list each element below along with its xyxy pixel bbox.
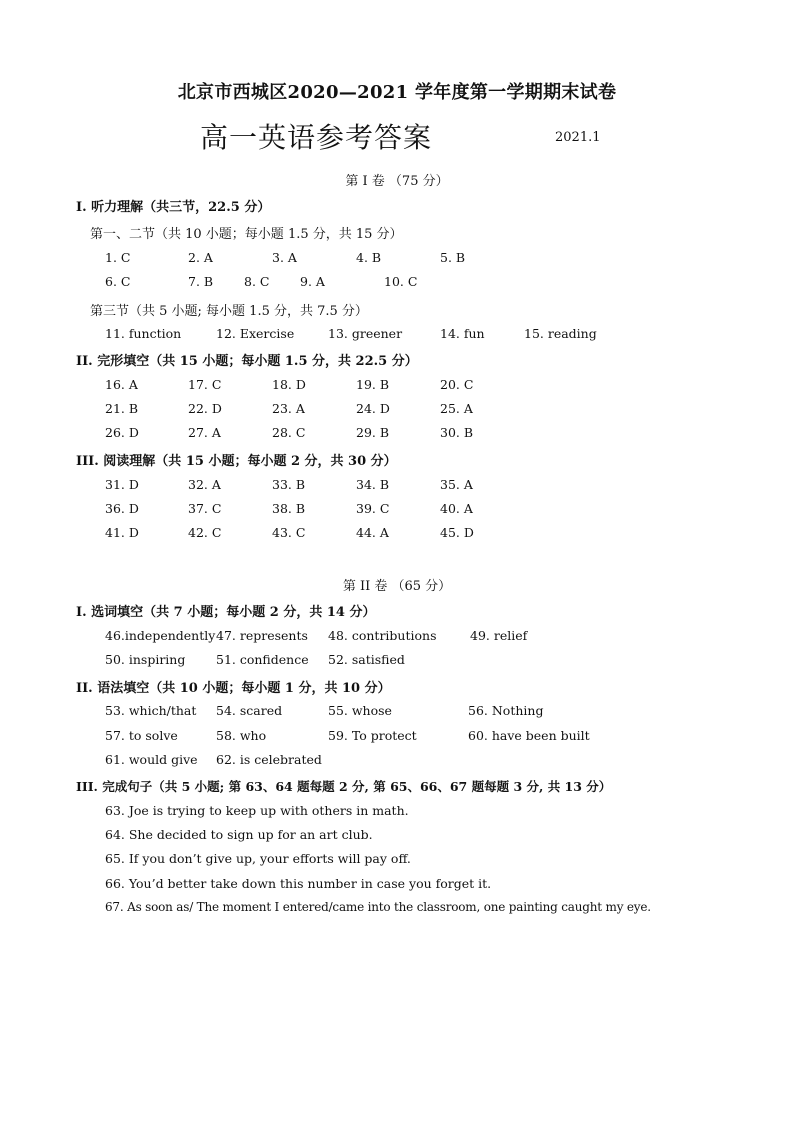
answer-item: 36. D xyxy=(105,501,139,516)
answer-item: 58. who xyxy=(216,728,267,743)
answer-item: 37. C xyxy=(188,501,222,516)
answer-item: 11. function xyxy=(105,326,182,341)
answer-item: 9. A xyxy=(300,274,325,289)
answer-row xyxy=(0,525,794,543)
answer-item: 24. D xyxy=(356,401,390,416)
listening-section-label: I. 听力理解（共三节，22.5 分） xyxy=(76,200,271,215)
answer-item: 54. scared xyxy=(216,703,283,718)
answer-item: 14. fun xyxy=(440,326,485,341)
answer-item: 61. would give xyxy=(105,752,198,767)
answer-item: 12. Exercise xyxy=(216,326,295,341)
answer-item: 44. A xyxy=(356,525,389,540)
answer-row xyxy=(0,728,794,746)
answer-item: 52. satisfied xyxy=(328,652,405,667)
answer-item: 46.independently xyxy=(105,628,216,643)
answer-item: 28. C xyxy=(272,425,306,440)
answer-item: 5. B xyxy=(440,250,466,265)
answer-item: 56. Nothing xyxy=(468,703,544,718)
answer-item: 50. inspiring xyxy=(105,652,186,667)
part-two-heading: 第 II 卷 （65 分） xyxy=(342,579,452,594)
listening-subsection-2-label: 第三节（共 5 小题; 每小题 1.5 分，共 7.5 分） xyxy=(90,304,368,319)
answer-item: 53. which/that xyxy=(105,703,197,718)
answer-item: 18. D xyxy=(272,377,306,392)
answer-row xyxy=(0,250,794,268)
answer-item: 42. C xyxy=(188,525,222,540)
answer-item: 20. C xyxy=(440,377,474,392)
answer-item: 19. B xyxy=(356,377,390,392)
sentence-completion-section-label: III. 完成句子（共 5 小题; 第 63、64 题每题 2 分, 第 65、66、67 题每题 3 分, 共 13 分） xyxy=(76,779,612,794)
answer-item: 35. A xyxy=(440,477,473,492)
sentence-answer: 66. You’d better take down this number in case you forget it. xyxy=(105,876,492,891)
answer-item: 3. A xyxy=(272,250,297,265)
answer-row xyxy=(0,477,794,495)
answer-row xyxy=(0,703,794,721)
answer-item: 43. C xyxy=(272,525,306,540)
answer-item: 13. greener xyxy=(328,326,403,341)
answer-item: 33. B xyxy=(272,477,306,492)
answer-item: 48. contributions xyxy=(328,628,437,643)
answer-item: 40. A xyxy=(440,501,473,516)
answer-item: 45. D xyxy=(440,525,474,540)
answer-row xyxy=(0,628,794,646)
answer-row xyxy=(0,377,794,395)
answer-item: 21. B xyxy=(105,401,139,416)
part-one-heading: 第 I 卷 （75 分） xyxy=(345,174,449,189)
answer-item: 60. have been built xyxy=(468,728,590,743)
answer-row xyxy=(0,326,794,344)
answer-item: 6. C xyxy=(105,274,131,289)
answer-row xyxy=(0,652,794,670)
answer-item: 7. B xyxy=(188,274,214,289)
answer-item: 62. is celebrated xyxy=(216,752,322,767)
answer-item: 10. C xyxy=(384,274,418,289)
answer-item: 27. A xyxy=(188,425,221,440)
reading-section-label: III. 阅读理解（共 15 小题；每小题 2 分，共 30 分） xyxy=(76,454,397,469)
answer-item: 47. represents xyxy=(216,628,308,643)
answer-item: 16. A xyxy=(105,377,138,392)
sentence-answer: 64. She decided to sign up for an art club. xyxy=(105,827,373,842)
sentence-answer: 63. Joe is trying to keep up with others in math. xyxy=(105,803,409,818)
answer-item: 55. whose xyxy=(328,703,392,718)
answer-item: 41. D xyxy=(105,525,139,540)
answer-item: 1. C xyxy=(105,250,131,265)
grammar-section-label: II. 语法填空（共 10 小题；每小题 1 分，共 10 分） xyxy=(76,681,391,696)
listening-subsection-1-label: 第一、二节（共 10 小题；每小题 1.5 分，共 15 分） xyxy=(90,227,403,242)
answer-item: 22. D xyxy=(188,401,222,416)
answer-item: 39. C xyxy=(356,501,390,516)
exam-title: 北京市西城区2020—2021 学年度第一学期期末试卷 xyxy=(177,82,617,103)
vocab-section-label: I. 选词填空（共 7 小题；每小题 2 分，共 14 分） xyxy=(76,605,376,620)
answer-item: 23. A xyxy=(272,401,305,416)
answer-item: 51. confidence xyxy=(216,652,309,667)
answer-item: 2. A xyxy=(188,250,213,265)
answer-item: 30. B xyxy=(440,425,474,440)
answer-item: 15. reading xyxy=(524,326,597,341)
answer-row xyxy=(0,274,794,292)
answer-item: 49. relief xyxy=(470,628,528,643)
answer-key-title: 高一英语参考答案 xyxy=(200,121,433,154)
exam-date: 2021.1 xyxy=(555,130,601,145)
answer-row xyxy=(0,401,794,419)
answer-item: 4. B xyxy=(356,250,382,265)
answer-row xyxy=(0,752,794,770)
answer-item: 8. C xyxy=(244,274,270,289)
sentence-answer: 65. If you don’t give up, your efforts will pay off. xyxy=(105,851,411,866)
answer-item: 57. to solve xyxy=(105,728,178,743)
sentence-answer: 67. As soon as/ The moment I entered/came into the classroom, one painting caught my eye. xyxy=(105,900,651,914)
answer-item: 59. To protect xyxy=(328,728,417,743)
answer-item: 38. B xyxy=(272,501,306,516)
answer-item: 31. D xyxy=(105,477,139,492)
answer-row xyxy=(0,425,794,443)
answer-item: 32. A xyxy=(188,477,221,492)
answer-item: 29. B xyxy=(356,425,390,440)
answer-item: 34. B xyxy=(356,477,390,492)
answer-item: 26. D xyxy=(105,425,139,440)
answer-item: 25. A xyxy=(440,401,473,416)
answer-item: 17. C xyxy=(188,377,222,392)
answer-row xyxy=(0,501,794,519)
cloze-section-label: II. 完形填空（共 15 小题；每小题 1.5 分，共 22.5 分） xyxy=(76,354,418,369)
